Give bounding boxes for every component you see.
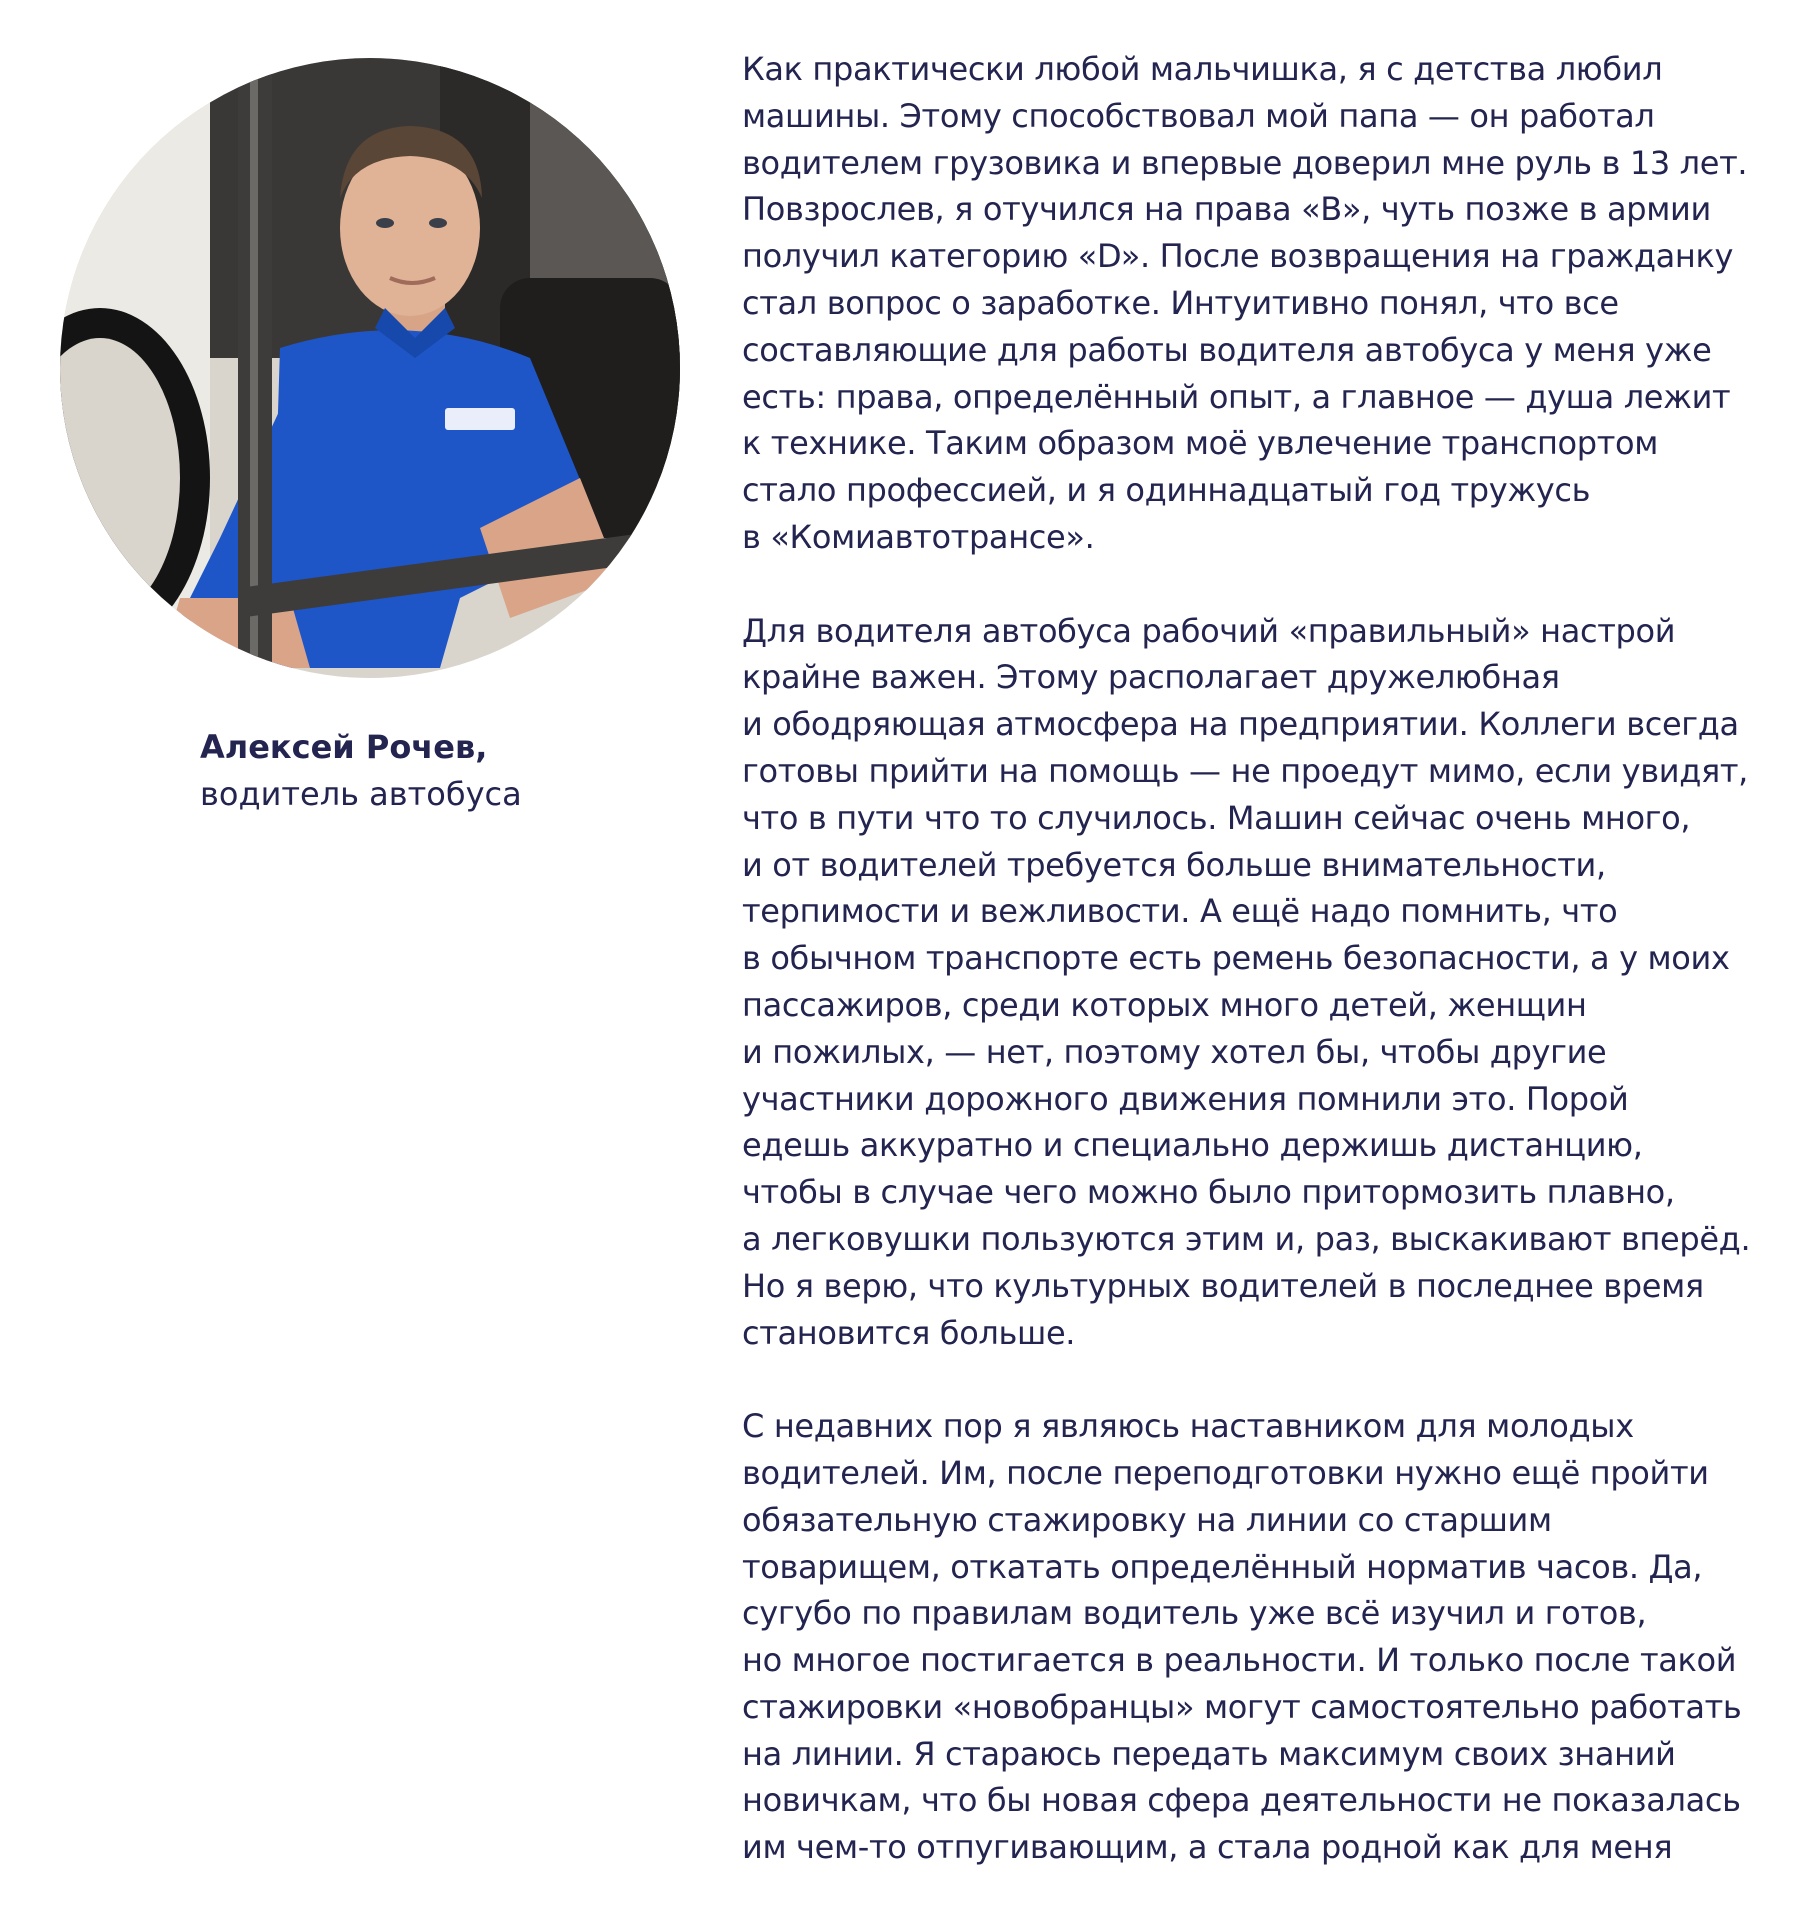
text-line: к технике. Таким образом моё увлечение транспортом [742, 424, 1659, 463]
article-paragraph-3 [742, 1403, 1772, 1871]
text-line: новичкам, что бы новая сфера деятельности не показалась [742, 1781, 1741, 1820]
text-line: составляющие для работы водителя автобуса у меня уже [742, 330, 1712, 369]
text-line: и пожилых, — нет, поэтому хотел бы, чтобы другие [742, 1032, 1607, 1071]
text-line: стало профессией, и я одиннадцатый год тружусь [742, 471, 1591, 510]
text-line: обязательную стажировку на линии со старшим [742, 1500, 1552, 1539]
article-body [742, 46, 1772, 1871]
text-line: С недавних пор я являюсь наставником для молодых [742, 1407, 1634, 1446]
text-line: крайне важен. Этому располагает дружелюбная [742, 658, 1560, 697]
text-line: есть: права, определённый опыт, а главное — душа лежит [742, 377, 1731, 416]
text-line: в «Комиавтотрансе». [742, 517, 1095, 556]
author-role: водитель автобуса [200, 775, 522, 813]
text-line: в обычном транспорте есть ремень безопасности, а у моих [742, 939, 1730, 978]
text-line: готовы прийти на помощь — не проедут мимо, если увидят, [742, 751, 1749, 790]
author-name: Алексей Рочев, [200, 728, 488, 766]
text-line: товарищем, откатать определённый норматив часов. Да, [742, 1547, 1703, 1586]
text-line: на линии. Я стараюсь передать максимум своих знаний [742, 1734, 1676, 1773]
text-line: стал вопрос о заработке. Интуитивно понял, что все [742, 283, 1619, 322]
text-line: получил категорию «D». После возвращения на гражданку [742, 237, 1734, 276]
text-line: и ободряющая атмосфера на предприятии. Коллеги всегда [742, 705, 1739, 744]
text-line: становится больше. [742, 1313, 1076, 1352]
text-line: стажировки «новобранцы» могут самостоятельно работать [742, 1687, 1742, 1726]
text-line: машины. Этому способствовал мой папа — он работал [742, 96, 1655, 135]
text-line: участники дорожного движения помнили это. Порой [742, 1079, 1629, 1118]
text-line: Повзрослев, я отучился на права «В», чуть позже в армии [742, 190, 1711, 229]
text-line: пассажиров, среди которых много детей, женщин [742, 985, 1587, 1024]
article-paragraph-1 [742, 46, 1772, 561]
article-paragraph-2 [742, 608, 1772, 1357]
text-line: водителей. Им, после переподготовки нужно ещё пройти [742, 1453, 1709, 1492]
text-line: Но я верю, что культурных водителей в последнее время [742, 1266, 1704, 1305]
text-line: сугубо по правилам водитель уже всё изучил и готов, [742, 1594, 1647, 1633]
text-line: чтобы в случае чего можно было притормозить плавно, [742, 1173, 1675, 1212]
text-line: но многое постигается в реальности. И только после такой [742, 1641, 1737, 1680]
text-line: и от водителей требуется больше внимательности, [742, 845, 1606, 884]
text-line: что в пути что то случилось. Машин сейчас очень много, [742, 798, 1691, 837]
text-line: Как практически любой мальчишка, я с детства любил [742, 50, 1663, 88]
driver-portrait-illustration [60, 58, 680, 678]
driver-portrait-photo [60, 58, 680, 678]
text-line: Для водителя автобуса рабочий «правильный» настрой [742, 611, 1676, 650]
text-line: а легковушки пользуются этим и, раз, выскакивают вперёд. [742, 1219, 1751, 1258]
text-line: едешь аккуратно и специально держишь дистанцию, [742, 1126, 1643, 1165]
text-line: терпимости и вежливости. А ещё надо помнить, что [742, 892, 1618, 931]
text-line: водителем грузовика и впервые доверил мне руль в 13 лет. [742, 143, 1748, 182]
author-caption [200, 724, 522, 818]
text-line: им чем-то отпугивающим, а стала родной как для меня [742, 1828, 1673, 1867]
